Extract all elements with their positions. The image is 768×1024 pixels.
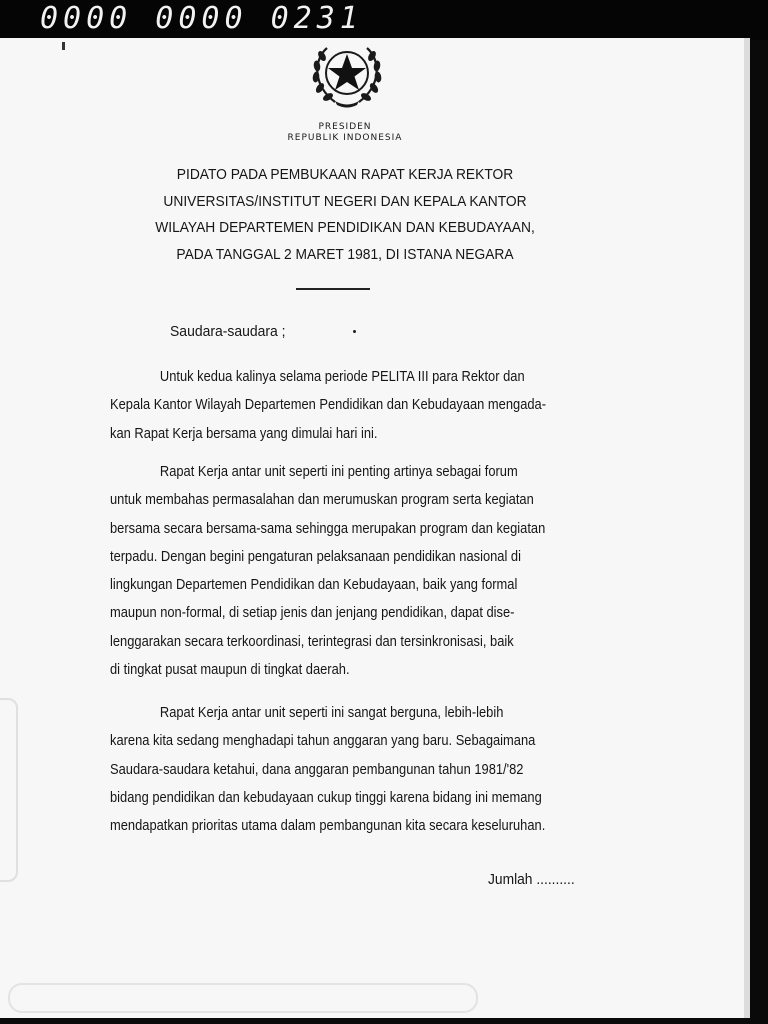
paragraph-line: karena kita sedang menghadapi tahun anggaran yang baru. Sebagaimana bbox=[110, 732, 536, 750]
letterhead-president: PRESIDEN bbox=[318, 122, 372, 132]
title-line: PADA TANGGAL 2 MARET 1981, DI ISTANA NEGARA bbox=[176, 245, 514, 263]
paragraph-line: terpadu. Dengan begini pengaturan pelaksanaan pendidikan nasional di bbox=[110, 547, 521, 565]
stray-dot bbox=[353, 330, 356, 333]
title-line: WILAYAH DEPARTEMEN PENDIDIKAN DAN KEBUDAYAAN, bbox=[155, 219, 535, 236]
paragraph-2 bbox=[110, 458, 650, 684]
margin-mark bbox=[62, 42, 65, 50]
paragraph-line: maupun non-formal, di setiap jenis dan jenjang pendidikan, dapat dise- bbox=[110, 604, 515, 622]
paragraph-1 bbox=[110, 363, 650, 448]
paragraph-line: mendapatkan prioritas utama dalam pembangunan kita secara keseluruhan. bbox=[110, 817, 546, 835]
title-line: PIDATO PADA PEMBUKAAN RAPAT KERJA REKTOR bbox=[176, 166, 514, 183]
title-underline bbox=[296, 288, 370, 290]
paragraph-line: Rapat Kerja antar unit seperti ini penting artinya sebagai forum bbox=[159, 463, 518, 480]
page-fold-shadow bbox=[0, 698, 18, 882]
title-line: UNIVERSITAS/INSTITUT NEGERI DAN KEPALA KANTOR bbox=[163, 192, 527, 210]
microfilm-header-strip bbox=[0, 0, 768, 40]
paragraph-line: lenggarakan secara terkoordinasi, terintegrasi dan tersinkronisasi, baik bbox=[110, 632, 514, 650]
paragraph-line: untuk membahas permasalahan dan merumuskan program serta kegiatan bbox=[110, 491, 534, 509]
frame-number: 0000 0000 0231 bbox=[40, 1, 363, 36]
paragraph-line: Kepala Kantor Wilayah Departemen Pendidikan dan Kebudayaan mengada- bbox=[110, 396, 547, 414]
paragraph-line: Rapat Kerja antar unit seperti ini sangat berguna, lebih-lebih bbox=[159, 704, 504, 721]
presidential-seal-icon bbox=[305, 38, 389, 112]
speech-title bbox=[0, 162, 690, 268]
paragraph-line: bersama secara bersama-sama sehingga merupakan program dan kegiatan bbox=[110, 519, 546, 537]
paragraph-line: bidang pendidikan dan kebudayaan cukup tinggi karena bidang ini memang bbox=[110, 788, 542, 806]
page-continuation-catchword: Jumlah .......... bbox=[488, 871, 575, 888]
paragraph-line: di tingkat pusat maupun di tingkat daerah. bbox=[110, 661, 350, 679]
paragraph-3 bbox=[110, 699, 650, 840]
document-page bbox=[0, 38, 750, 1018]
paragraph-line: Saudara-saudara ketahui, dana anggaran pembangunan tahun 1981/'82 bbox=[110, 760, 524, 778]
paragraph-line: kan Rapat Kerja bersama yang dimulai hari ini. bbox=[110, 424, 378, 442]
salutation: Saudara-saudara ; bbox=[170, 323, 286, 340]
page-edge-curl bbox=[8, 983, 478, 1013]
paragraph-line: Untuk kedua kalinya selama periode PELITA III para Rektor dan bbox=[159, 368, 525, 385]
paragraph-line: lingkungan Departemen Pendidikan dan Kebudayaan, baik yang formal bbox=[110, 576, 518, 594]
letterhead-republic: REPUBLIK INDONESIA bbox=[287, 133, 403, 143]
